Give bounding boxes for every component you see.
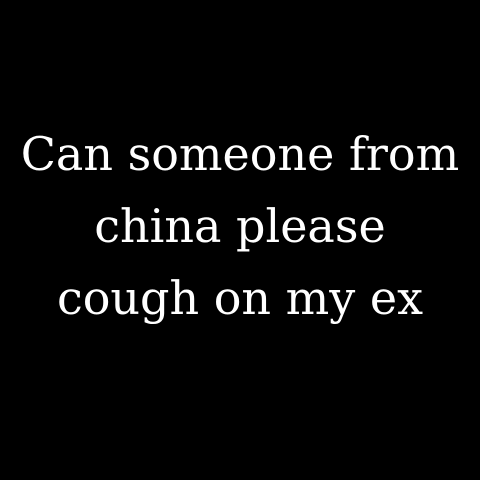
meme-caption <box>0 118 480 334</box>
caption-line-1: Can someone from <box>20 127 460 181</box>
caption-line-2: china please <box>94 199 386 253</box>
caption-line-3: cough on my ex <box>56 271 424 325</box>
